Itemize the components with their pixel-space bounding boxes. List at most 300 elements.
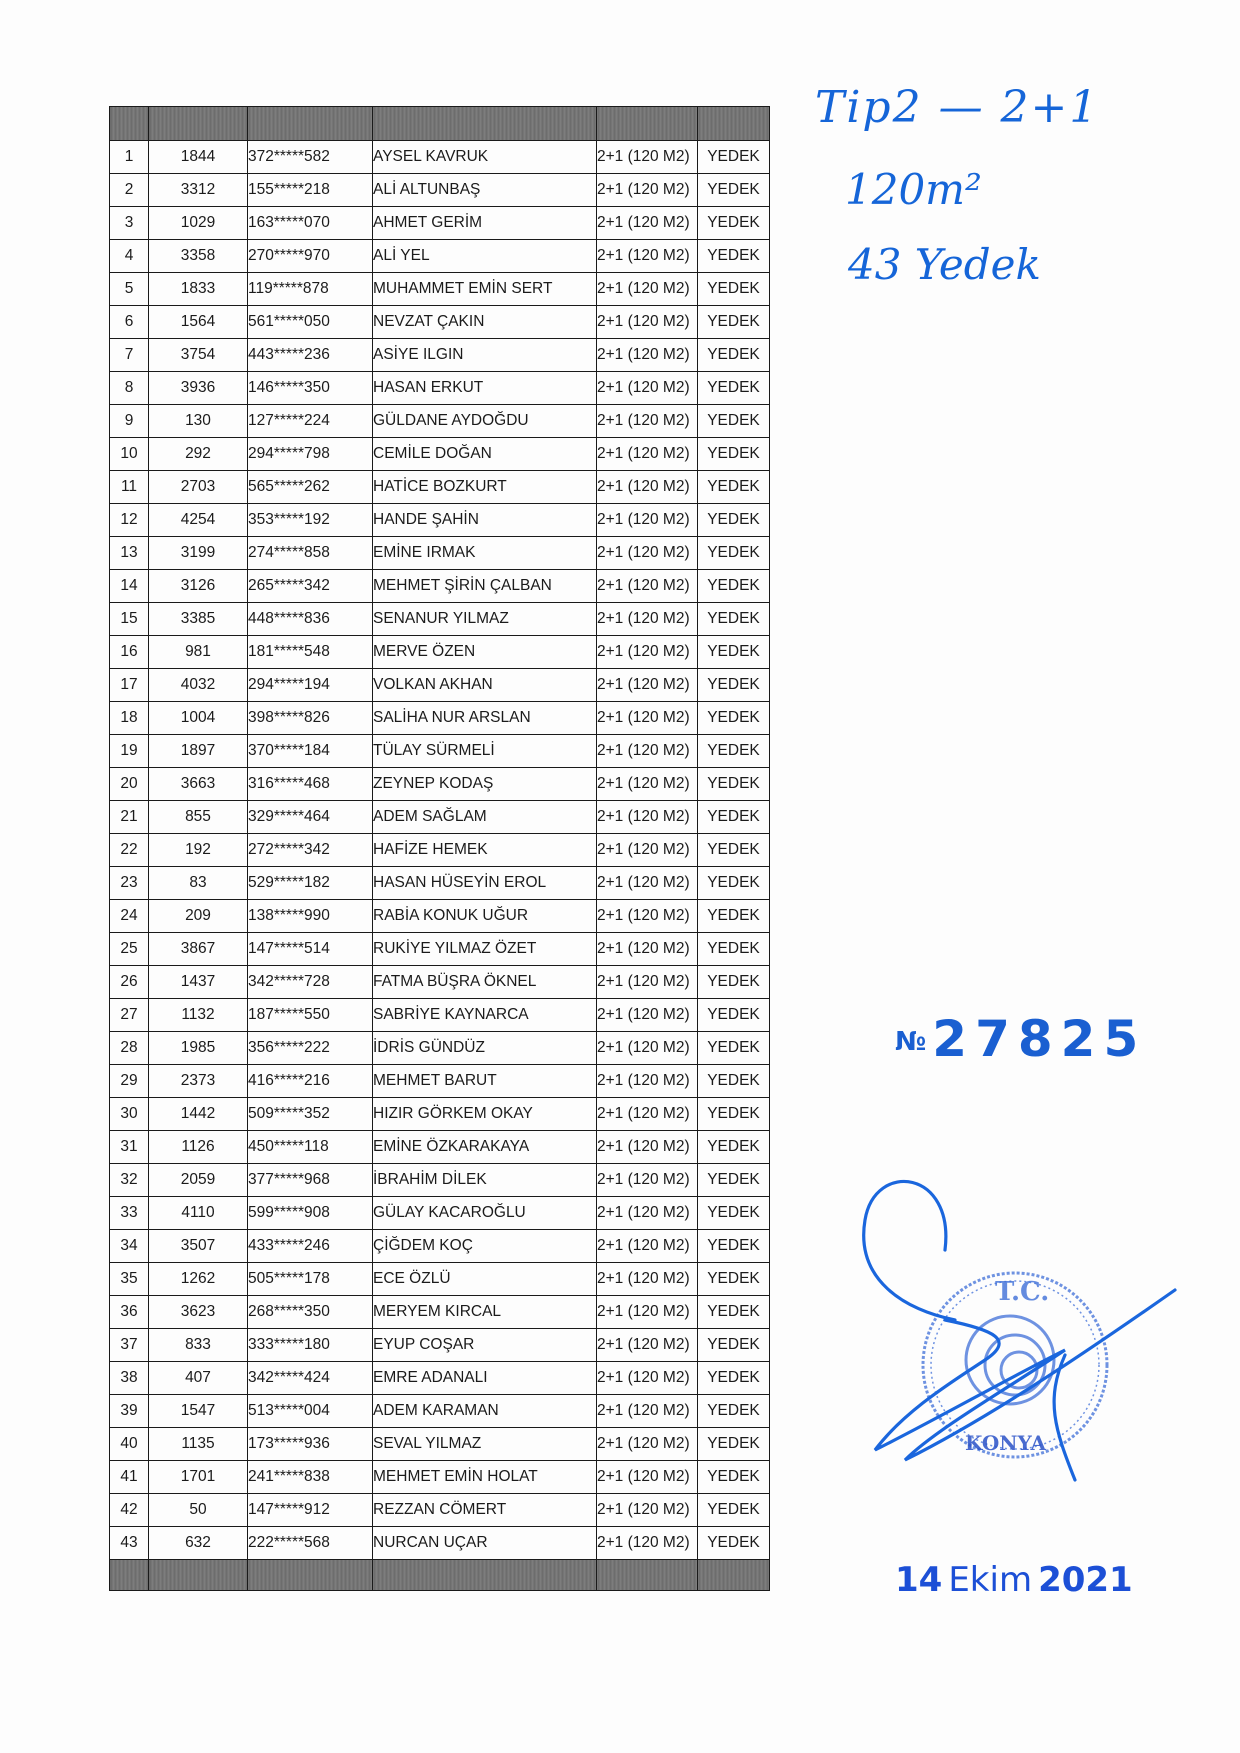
masked-id-cell: 561*****050 (248, 306, 373, 339)
applicant-number-cell: 3507 (149, 1230, 248, 1263)
full-name-cell: RABİA KONUK UĞUR (373, 900, 597, 933)
full-name-cell: HASAN ERKUT (373, 372, 597, 405)
table-row (110, 471, 770, 504)
unit-type-cell: 2+1 (120 M2) (597, 1329, 698, 1362)
footer-cell (248, 1560, 373, 1591)
applicant-number-cell: 1135 (149, 1428, 248, 1461)
table-row (110, 570, 770, 603)
full-name-cell: ÇİĞDEM KOÇ (373, 1230, 597, 1263)
handwritten-note-line2: 120m² (845, 165, 982, 214)
unit-type-cell: 2+1 (120 M2) (597, 1032, 698, 1065)
row-number-cell: 13 (110, 537, 149, 570)
status-cell: YEDEK (698, 1461, 770, 1494)
unit-type-cell: 2+1 (120 M2) (597, 1527, 698, 1560)
unit-type-cell: 2+1 (120 M2) (597, 174, 698, 207)
row-number-cell: 41 (110, 1461, 149, 1494)
masked-id-cell: 342*****728 (248, 966, 373, 999)
applicant-number-cell: 50 (149, 1494, 248, 1527)
row-number-cell: 40 (110, 1428, 149, 1461)
unit-type-cell: 2+1 (120 M2) (597, 405, 698, 438)
status-cell: YEDEK (698, 537, 770, 570)
masked-id-cell: 329*****464 (248, 801, 373, 834)
full-name-cell: ECE ÖZLÜ (373, 1263, 597, 1296)
status-cell: YEDEK (698, 1164, 770, 1197)
unit-type-cell: 2+1 (120 M2) (597, 1362, 698, 1395)
status-cell: YEDEK (698, 933, 770, 966)
unit-type-cell: 2+1 (120 M2) (597, 1197, 698, 1230)
unit-type-cell: 2+1 (120 M2) (597, 1395, 698, 1428)
full-name-cell: AHMET GERİM (373, 207, 597, 240)
full-name-cell: SENANUR YILMAZ (373, 603, 597, 636)
row-number-cell: 23 (110, 867, 149, 900)
masked-id-cell: 119*****878 (248, 273, 373, 306)
full-name-cell: ZEYNEP KODAŞ (373, 768, 597, 801)
full-name-cell: MERVE ÖZEN (373, 636, 597, 669)
table-row (110, 1131, 770, 1164)
row-number-cell: 6 (110, 306, 149, 339)
full-name-cell: MEHMET BARUT (373, 1065, 597, 1098)
full-name-cell: EMRE ADANALI (373, 1362, 597, 1395)
status-cell: YEDEK (698, 471, 770, 504)
full-name-cell: HIZIR GÖRKEM OKAY (373, 1098, 597, 1131)
masked-id-cell: 138*****990 (248, 900, 373, 933)
unit-type-cell: 2+1 (120 M2) (597, 834, 698, 867)
full-name-cell: ALİ YEL (373, 240, 597, 273)
unit-type-cell: 2+1 (120 M2) (597, 273, 698, 306)
table-row (110, 1197, 770, 1230)
status-cell: YEDEK (698, 636, 770, 669)
table-row (110, 1461, 770, 1494)
masked-id-cell: 599*****908 (248, 1197, 373, 1230)
table-header (110, 107, 770, 141)
status-cell: YEDEK (698, 1131, 770, 1164)
full-name-cell: AYSEL KAVRUK (373, 141, 597, 174)
full-name-cell: MERYEM KIRCAL (373, 1296, 597, 1329)
status-cell: YEDEK (698, 1395, 770, 1428)
full-name-cell: CEMİLE DOĞAN (373, 438, 597, 471)
full-name-cell: GÜLAY KACAROĞLU (373, 1197, 597, 1230)
applicant-number-cell: 4032 (149, 669, 248, 702)
applicant-number-cell: 1547 (149, 1395, 248, 1428)
masked-id-cell: 187*****550 (248, 999, 373, 1032)
handwritten-note-line3: 43 Yedek (848, 240, 1041, 289)
row-number-cell: 35 (110, 1263, 149, 1296)
full-name-cell: REZZAN CÖMERT (373, 1494, 597, 1527)
table-row (110, 207, 770, 240)
row-number-cell: 1 (110, 141, 149, 174)
masked-id-cell: 448*****836 (248, 603, 373, 636)
row-number-cell: 2 (110, 174, 149, 207)
full-name-cell: EMİNE IRMAK (373, 537, 597, 570)
table-row (110, 1032, 770, 1065)
status-cell: YEDEK (698, 207, 770, 240)
status-cell: YEDEK (698, 1230, 770, 1263)
masked-id-cell: 513*****004 (248, 1395, 373, 1428)
applicant-number-cell: 3358 (149, 240, 248, 273)
full-name-cell: MEHMET EMİN HOLAT (373, 1461, 597, 1494)
unit-type-cell: 2+1 (120 M2) (597, 636, 698, 669)
status-cell: YEDEK (698, 240, 770, 273)
masked-id-cell: 241*****838 (248, 1461, 373, 1494)
applicant-number-cell: 1985 (149, 1032, 248, 1065)
masked-id-cell: 294*****798 (248, 438, 373, 471)
footer-cell (373, 1560, 597, 1591)
unit-type-cell: 2+1 (120 M2) (597, 933, 698, 966)
number-sign-icon: № (895, 1027, 927, 1057)
row-number-cell: 27 (110, 999, 149, 1032)
table-row (110, 504, 770, 537)
table-row (110, 1263, 770, 1296)
row-number-cell: 20 (110, 768, 149, 801)
row-number-cell: 4 (110, 240, 149, 273)
full-name-cell: SABRİYE KAYNARCA (373, 999, 597, 1032)
masked-id-cell: 377*****968 (248, 1164, 373, 1197)
masked-id-cell: 294*****194 (248, 669, 373, 702)
table-row (110, 999, 770, 1032)
masked-id-cell: 181*****548 (248, 636, 373, 669)
full-name-cell: HANDE ŞAHİN (373, 504, 597, 537)
status-cell: YEDEK (698, 900, 770, 933)
header-cell-tc (248, 107, 373, 141)
applicant-number-cell: 3199 (149, 537, 248, 570)
table-row (110, 141, 770, 174)
row-number-cell: 7 (110, 339, 149, 372)
full-name-cell: İDRİS GÜNDÜZ (373, 1032, 597, 1065)
unit-type-cell: 2+1 (120 M2) (597, 768, 698, 801)
header-cell-sira (110, 107, 149, 141)
row-number-cell: 12 (110, 504, 149, 537)
masked-id-cell: 173*****936 (248, 1428, 373, 1461)
row-number-cell: 17 (110, 669, 149, 702)
status-cell: YEDEK (698, 504, 770, 537)
status-cell: YEDEK (698, 768, 770, 801)
header-cell-no (149, 107, 248, 141)
row-number-cell: 42 (110, 1494, 149, 1527)
masked-id-cell: 127*****224 (248, 405, 373, 438)
row-number-cell: 14 (110, 570, 149, 603)
applicant-number-cell: 3385 (149, 603, 248, 636)
unit-type-cell: 2+1 (120 M2) (597, 471, 698, 504)
full-name-cell: FATMA BÜŞRA ÖKNEL (373, 966, 597, 999)
unit-type-cell: 2+1 (120 M2) (597, 438, 698, 471)
header-cell-status (698, 107, 770, 141)
full-name-cell: MUHAMMET EMİN SERT (373, 273, 597, 306)
applicant-number-cell: 2059 (149, 1164, 248, 1197)
table-row (110, 1098, 770, 1131)
footer-cell (149, 1560, 248, 1591)
unit-type-cell: 2+1 (120 M2) (597, 867, 698, 900)
full-name-cell: İBRAHİM DİLEK (373, 1164, 597, 1197)
status-cell: YEDEK (698, 1098, 770, 1131)
full-name-cell: EMİNE ÖZKARAKAYA (373, 1131, 597, 1164)
applicant-number-cell: 3867 (149, 933, 248, 966)
masked-id-cell: 370*****184 (248, 735, 373, 768)
status-cell: YEDEK (698, 735, 770, 768)
status-cell: YEDEK (698, 1362, 770, 1395)
status-cell: YEDEK (698, 834, 770, 867)
applicant-number-cell: 292 (149, 438, 248, 471)
masked-id-cell: 147*****912 (248, 1494, 373, 1527)
masked-id-cell: 274*****858 (248, 537, 373, 570)
masked-id-cell: 342*****424 (248, 1362, 373, 1395)
handwritten-note-line1: Tip2 — 2+1 (815, 82, 1100, 133)
official-seal-with-signature-icon (845, 1160, 1185, 1490)
row-number-cell: 22 (110, 834, 149, 867)
masked-id-cell: 416*****216 (248, 1065, 373, 1098)
status-cell: YEDEK (698, 801, 770, 834)
status-cell: YEDEK (698, 570, 770, 603)
reserve-list-table (109, 106, 770, 1591)
table-row (110, 801, 770, 834)
date-day: 14 (895, 1560, 943, 1600)
masked-id-cell: 316*****468 (248, 768, 373, 801)
full-name-cell: VOLKAN AKHAN (373, 669, 597, 702)
table-row (110, 339, 770, 372)
table-row (110, 900, 770, 933)
applicant-number-cell: 1132 (149, 999, 248, 1032)
applicant-number-cell: 855 (149, 801, 248, 834)
applicant-number-cell: 1262 (149, 1263, 248, 1296)
row-number-cell: 43 (110, 1527, 149, 1560)
status-cell: YEDEK (698, 339, 770, 372)
status-cell: YEDEK (698, 1032, 770, 1065)
row-number-cell: 34 (110, 1230, 149, 1263)
unit-type-cell: 2+1 (120 M2) (597, 1428, 698, 1461)
table-row (110, 603, 770, 636)
masked-id-cell: 529*****182 (248, 867, 373, 900)
masked-id-cell: 353*****192 (248, 504, 373, 537)
masked-id-cell: 433*****246 (248, 1230, 373, 1263)
masked-id-cell: 443*****236 (248, 339, 373, 372)
status-cell: YEDEK (698, 603, 770, 636)
row-number-cell: 39 (110, 1395, 149, 1428)
table-row (110, 438, 770, 471)
svg-text:T.C.: T.C. (995, 1277, 1050, 1307)
status-cell: YEDEK (698, 273, 770, 306)
masked-id-cell: 333*****180 (248, 1329, 373, 1362)
unit-type-cell: 2+1 (120 M2) (597, 570, 698, 603)
full-name-cell: HAFİZE HEMEK (373, 834, 597, 867)
full-name-cell: ADEM KARAMAN (373, 1395, 597, 1428)
row-number-cell: 21 (110, 801, 149, 834)
applicant-number-cell: 4110 (149, 1197, 248, 1230)
unit-type-cell: 2+1 (120 M2) (597, 1230, 698, 1263)
row-number-cell: 9 (110, 405, 149, 438)
unit-type-cell: 2+1 (120 M2) (597, 504, 698, 537)
table-row (110, 1362, 770, 1395)
unit-type-cell: 2+1 (120 M2) (597, 1494, 698, 1527)
table-row (110, 240, 770, 273)
table-row (110, 372, 770, 405)
date-month: Ekim (948, 1560, 1033, 1600)
status-cell: YEDEK (698, 438, 770, 471)
unit-type-cell: 2+1 (120 M2) (597, 900, 698, 933)
table-row (110, 273, 770, 306)
table-row (110, 1164, 770, 1197)
status-cell: YEDEK (698, 141, 770, 174)
masked-id-cell: 372*****582 (248, 141, 373, 174)
masked-id-cell: 270*****970 (248, 240, 373, 273)
full-name-cell: SALİHA NUR ARSLAN (373, 702, 597, 735)
masked-id-cell: 222*****568 (248, 1527, 373, 1560)
header-cell-type (597, 107, 698, 141)
applicant-number-cell: 192 (149, 834, 248, 867)
applicant-number-cell: 833 (149, 1329, 248, 1362)
applicant-number-cell: 1833 (149, 273, 248, 306)
applicant-number-cell: 1564 (149, 306, 248, 339)
row-number-cell: 24 (110, 900, 149, 933)
row-number-cell: 26 (110, 966, 149, 999)
row-number-cell: 15 (110, 603, 149, 636)
status-cell: YEDEK (698, 1329, 770, 1362)
masked-id-cell: 265*****342 (248, 570, 373, 603)
row-number-cell: 3 (110, 207, 149, 240)
footer-cell (110, 1560, 149, 1591)
applicant-number-cell: 83 (149, 867, 248, 900)
unit-type-cell: 2+1 (120 M2) (597, 1065, 698, 1098)
header-cell-name (373, 107, 597, 141)
applicant-number-cell: 2703 (149, 471, 248, 504)
table-row (110, 1395, 770, 1428)
full-name-cell: HATİCE BOZKURT (373, 471, 597, 504)
row-number-cell: 28 (110, 1032, 149, 1065)
masked-id-cell: 356*****222 (248, 1032, 373, 1065)
row-number-cell: 33 (110, 1197, 149, 1230)
table-row (110, 1494, 770, 1527)
applicant-number-cell: 3663 (149, 768, 248, 801)
masked-id-cell: 450*****118 (248, 1131, 373, 1164)
table-row (110, 834, 770, 867)
status-cell: YEDEK (698, 1263, 770, 1296)
full-name-cell: SEVAL YILMAZ (373, 1428, 597, 1461)
masked-id-cell: 565*****262 (248, 471, 373, 504)
status-cell: YEDEK (698, 1296, 770, 1329)
unit-type-cell: 2+1 (120 M2) (597, 1263, 698, 1296)
row-number-cell: 5 (110, 273, 149, 306)
row-number-cell: 38 (110, 1362, 149, 1395)
table-row (110, 1527, 770, 1560)
unit-type-cell: 2+1 (120 M2) (597, 1461, 698, 1494)
row-number-cell: 18 (110, 702, 149, 735)
unit-type-cell: 2+1 (120 M2) (597, 603, 698, 636)
applicant-number-cell: 3936 (149, 372, 248, 405)
status-cell: YEDEK (698, 1527, 770, 1560)
masked-id-cell: 146*****350 (248, 372, 373, 405)
full-name-cell: GÜLDANE AYDOĞDU (373, 405, 597, 438)
date-year: 2021 (1038, 1560, 1133, 1600)
table-row (110, 1296, 770, 1329)
stamp-number-value: 27825 (932, 1010, 1147, 1068)
status-cell: YEDEK (698, 1065, 770, 1098)
date-stamp (895, 1560, 1133, 1600)
full-name-cell: RUKİYE YILMAZ ÖZET (373, 933, 597, 966)
full-name-cell: MEHMET ŞİRİN ÇALBAN (373, 570, 597, 603)
applicant-number-cell: 407 (149, 1362, 248, 1395)
unit-type-cell: 2+1 (120 M2) (597, 1164, 698, 1197)
footer-cell (698, 1560, 770, 1591)
status-cell: YEDEK (698, 1428, 770, 1461)
unit-type-cell: 2+1 (120 M2) (597, 1098, 698, 1131)
full-name-cell: NEVZAT ÇAKIN (373, 306, 597, 339)
table-row (110, 933, 770, 966)
masked-id-cell: 509*****352 (248, 1098, 373, 1131)
applicant-number-cell: 1897 (149, 735, 248, 768)
svg-text:KONYA: KONYA (965, 1431, 1047, 1455)
applicant-number-cell: 4254 (149, 504, 248, 537)
applicant-number-cell: 3126 (149, 570, 248, 603)
applicant-number-cell: 1004 (149, 702, 248, 735)
table-row (110, 768, 770, 801)
status-cell: YEDEK (698, 1197, 770, 1230)
unit-type-cell: 2+1 (120 M2) (597, 999, 698, 1032)
row-number-cell: 29 (110, 1065, 149, 1098)
row-number-cell: 25 (110, 933, 149, 966)
table-row (110, 1329, 770, 1362)
table-row (110, 537, 770, 570)
unit-type-cell: 2+1 (120 M2) (597, 240, 698, 273)
status-cell: YEDEK (698, 1494, 770, 1527)
masked-id-cell: 268*****350 (248, 1296, 373, 1329)
applicant-number-cell: 1437 (149, 966, 248, 999)
unit-type-cell: 2+1 (120 M2) (597, 537, 698, 570)
masked-id-cell: 272*****342 (248, 834, 373, 867)
full-name-cell: NURCAN UÇAR (373, 1527, 597, 1560)
unit-type-cell: 2+1 (120 M2) (597, 339, 698, 372)
row-number-cell: 37 (110, 1329, 149, 1362)
unit-type-cell: 2+1 (120 M2) (597, 735, 698, 768)
applicant-number-cell: 1029 (149, 207, 248, 240)
row-number-cell: 31 (110, 1131, 149, 1164)
status-cell: YEDEK (698, 669, 770, 702)
unit-type-cell: 2+1 (120 M2) (597, 306, 698, 339)
row-number-cell: 19 (110, 735, 149, 768)
status-cell: YEDEK (698, 405, 770, 438)
full-name-cell: ADEM SAĞLAM (373, 801, 597, 834)
applicant-number-cell: 1844 (149, 141, 248, 174)
stamp-number (895, 1010, 1146, 1068)
status-cell: YEDEK (698, 306, 770, 339)
status-cell: YEDEK (698, 702, 770, 735)
table-row (110, 966, 770, 999)
applicant-number-cell: 1442 (149, 1098, 248, 1131)
masked-id-cell: 398*****826 (248, 702, 373, 735)
status-cell: YEDEK (698, 372, 770, 405)
unit-type-cell: 2+1 (120 M2) (597, 801, 698, 834)
applicant-number-cell: 3754 (149, 339, 248, 372)
unit-type-cell: 2+1 (120 M2) (597, 1296, 698, 1329)
masked-id-cell: 163*****070 (248, 207, 373, 240)
table-row (110, 669, 770, 702)
table-row (110, 1065, 770, 1098)
table-footer (110, 1560, 770, 1591)
status-cell: YEDEK (698, 966, 770, 999)
applicant-number-cell: 209 (149, 900, 248, 933)
table-row (110, 735, 770, 768)
row-number-cell: 36 (110, 1296, 149, 1329)
table-row (110, 702, 770, 735)
applicant-number-cell: 1126 (149, 1131, 248, 1164)
applicant-number-cell: 130 (149, 405, 248, 438)
table-row (110, 174, 770, 207)
applicant-number-cell: 1701 (149, 1461, 248, 1494)
masked-id-cell: 155*****218 (248, 174, 373, 207)
applicant-number-cell: 632 (149, 1527, 248, 1560)
masked-id-cell: 505*****178 (248, 1263, 373, 1296)
status-cell: YEDEK (698, 174, 770, 207)
unit-type-cell: 2+1 (120 M2) (597, 207, 698, 240)
unit-type-cell: 2+1 (120 M2) (597, 372, 698, 405)
full-name-cell: HASAN HÜSEYİN EROL (373, 867, 597, 900)
